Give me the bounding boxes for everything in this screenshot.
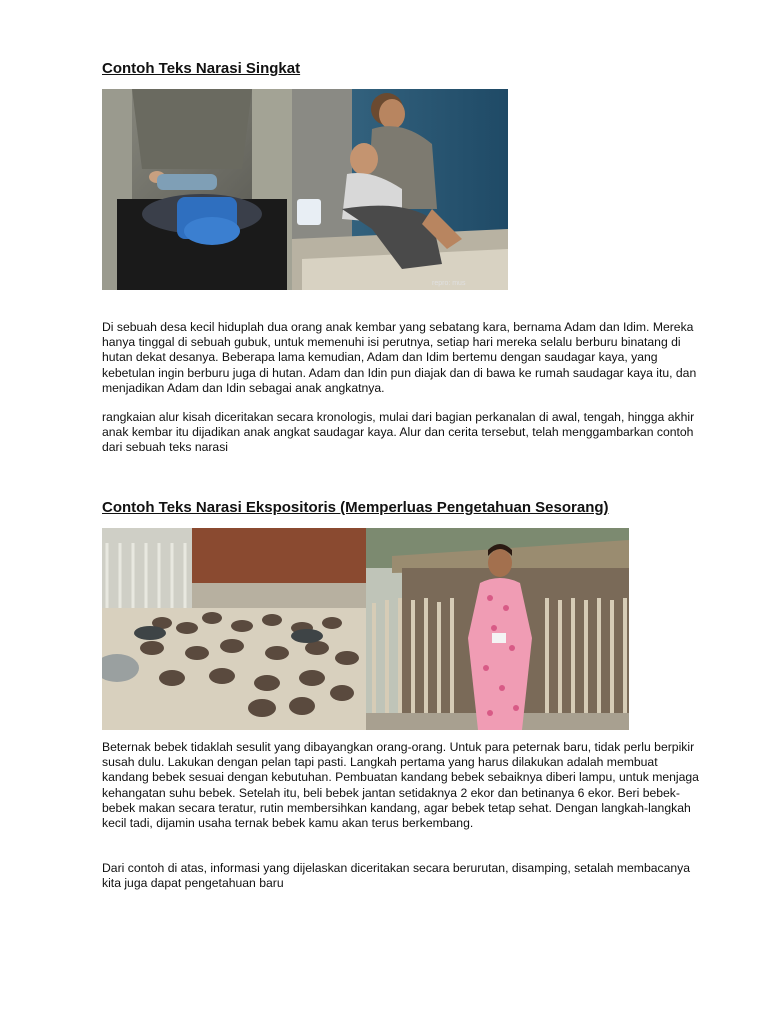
section2-paragraph2: Dari contoh di atas, informasi yang dijelaskan diceritakan secara berurutan, disamping, setalah membacanya kita juga dapat pengetahuan baru bbox=[102, 861, 691, 891]
duck-farm-photo bbox=[102, 528, 629, 730]
section2-title: Contoh Teks Narasi Ekspositoris (Memperluas Pengetahuan Sesorang) bbox=[102, 499, 609, 516]
section1-title: Contoh Teks Narasi Singkat bbox=[102, 60, 301, 77]
children-photo-illustration bbox=[102, 89, 508, 290]
section1-paragraph1: Di sebuah desa kecil hiduplah dua orang anak kembar yang sebatang kara, bernama Adam dan Idim. Mereka hanya tinggal di sebuah gubuk, untuk memenuhi isi perutnya, setiap hari mereka selalu berburu binatang di hutan dekat desanya. Beberapa lama kemudian, Adam dan Idim bertemu dengan saudagar kaya, yang kebetulan ingin berburu juga di hutan. Adam dan Idin pun diajak dan di bawa ke rumah saudagar kaya itu, dan menjadikan Adam dan Idin sebagai anak angkatnya. bbox=[102, 320, 697, 395]
section1-paragraph2: rangkaian alur kisah diceritakan secara kronologis, mulai dari bagian perkanalan di awal, tengah, hingga akhir anak kembar itu dijadikan anak angkat saudagar kaya. Alur dan cerita tersebut, telah menggambarkan contoh dari sebuah teks narasi bbox=[102, 410, 695, 455]
children-photo bbox=[102, 89, 508, 290]
section2-paragraph1: Beternak bebek tidaklah sesulit yang dibayangkan orang-orang. Untuk para peternak baru, tidak perlu berpikir susah dulu. Lakukan dengan pelan tapi pasti. Langkah pertama yang harus dilakukan adalah membuat kandang bebek sesuai dengan kebutuhan. Pembuatan kandang bebek sebaiknya diberi lampu, untuk menjaga kehangatan suhu bebek. Setelah itu, beli bebek jantan setidaknya 2 ekor dan betinanya 6 ekor. Beri bebek-bebek makan secara teratur, rutin membersihkan kandang, agar bebek tetap sehat. Dengan langkah-langkah kecil tadi, dijamin usaha ternak bebek kamu akan terus berkembang. bbox=[102, 740, 699, 831]
duck-farm-photo-illustration bbox=[102, 528, 629, 730]
photo-watermark: repro: mus bbox=[432, 280, 466, 287]
